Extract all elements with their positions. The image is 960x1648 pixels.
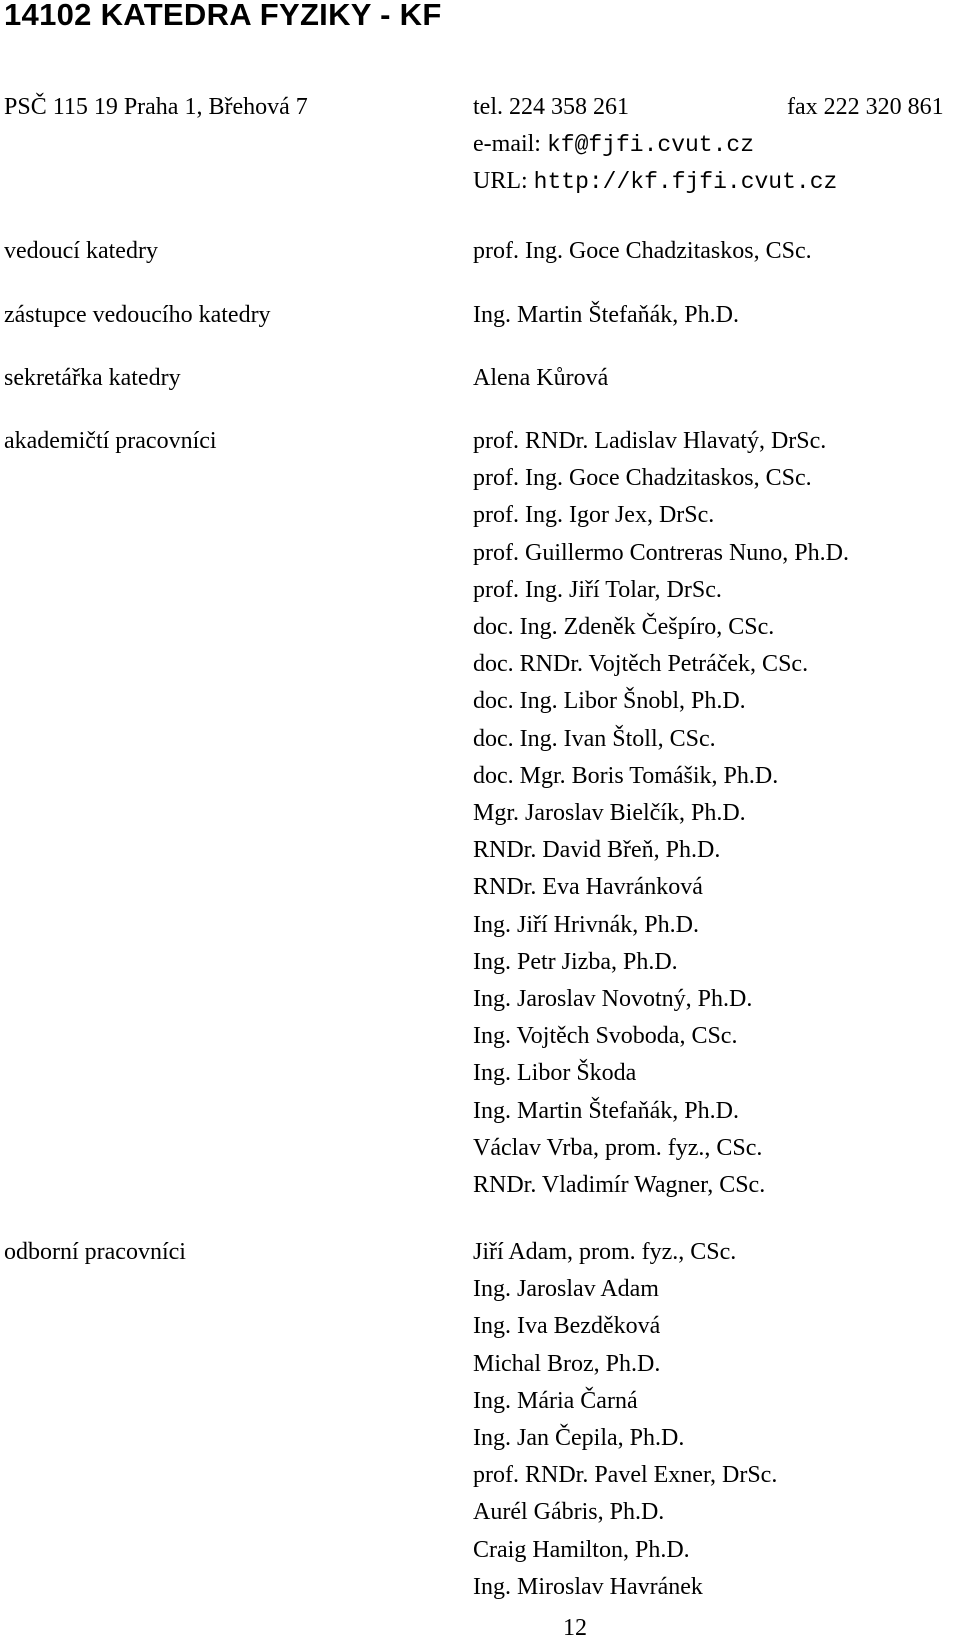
list-item: Ing. Miroslav Havránek xyxy=(473,1573,703,1600)
list-item: prof. RNDr. Ladislav Hlavatý, DrSc. xyxy=(473,428,827,454)
list-item: Michal Broz, Ph.D. xyxy=(473,1350,661,1377)
list-item: Ing. Vojtěch Svoboda, CSc. xyxy=(473,1023,738,1050)
academic-list xyxy=(473,423,849,1204)
list-item: Jiří Adam, prom. fyz., CSc. xyxy=(473,1239,737,1265)
page-title: 14102 KATEDRA FYZIKY - KF xyxy=(4,0,442,32)
secretary-name: Alena Kůrová xyxy=(473,365,609,391)
list-item: prof. Ing. Jiří Tolar, DrSc. xyxy=(473,576,722,603)
list-item: Ing. Jaroslav Novotný, Ph.D. xyxy=(473,986,753,1013)
address: PSČ 115 19 Praha 1, Břehová 7 xyxy=(4,94,308,120)
url-line xyxy=(473,163,837,201)
page-number: 12 xyxy=(563,1615,587,1641)
list-item: Ing. Martin Štefaňák, Ph.D. xyxy=(473,1097,739,1124)
list-item: RNDr. David Břeň, Ph.D. xyxy=(473,837,721,864)
list-item: Ing. Iva Bezděková xyxy=(473,1313,661,1340)
list-item: Craig Hamilton, Ph.D. xyxy=(473,1536,690,1563)
list-item: Aurél Gábris, Ph.D. xyxy=(473,1499,665,1526)
professional-label: odborní pracovníci xyxy=(4,1239,186,1265)
list-item: prof. Ing. Igor Jex, DrSc. xyxy=(473,502,715,529)
deputy-label: zástupce vedoucího katedry xyxy=(4,302,271,328)
email-label: e-mail: xyxy=(473,131,541,157)
url-link[interactable]: http://kf.fjfi.cvut.cz xyxy=(533,169,838,195)
list-item: doc. Ing. Libor Šnobl, Ph.D. xyxy=(473,688,746,715)
secretary-label: sekretářka katedry xyxy=(4,365,181,391)
list-item: doc. Ing. Ivan Štoll, CSc. xyxy=(473,725,716,752)
list-item: Mgr. Jaroslav Bielčík, Ph.D. xyxy=(473,800,746,827)
list-item: doc. Ing. Zdeněk Češpíro, CSc. xyxy=(473,614,775,641)
email-line xyxy=(473,126,754,164)
list-item: prof. Guillermo Contreras Nuno, Ph.D. xyxy=(473,539,849,566)
list-item: Ing. Jaroslav Adam xyxy=(473,1276,659,1303)
fax: fax 222 320 861 xyxy=(787,94,944,120)
professional-list xyxy=(473,1234,777,1606)
list-item: Ing. Petr Jizba, Ph.D. xyxy=(473,948,678,975)
telephone: tel. 224 358 261 xyxy=(473,94,629,120)
list-item: Ing. Jan Čepila, Ph.D. xyxy=(473,1425,685,1452)
academic-label: akademičtí pracovníci xyxy=(4,428,217,454)
list-item: Ing. Libor Škoda xyxy=(473,1060,637,1087)
list-item: Václav Vrba, prom. fyz., CSc. xyxy=(473,1134,763,1161)
list-item: RNDr. Vladimír Wagner, CSc. xyxy=(473,1172,766,1199)
head-label: vedoucí katedry xyxy=(4,238,158,264)
list-item: prof. RNDr. Pavel Exner, DrSc. xyxy=(473,1462,778,1489)
url-label: URL: xyxy=(473,168,528,194)
list-item: doc. RNDr. Vojtěch Petráček, CSc. xyxy=(473,651,809,678)
list-item: prof. Ing. Goce Chadzitaskos, CSc. xyxy=(473,465,812,492)
list-item: doc. Mgr. Boris Tomášik, Ph.D. xyxy=(473,762,779,789)
list-item: Ing. Jiří Hrivnák, Ph.D. xyxy=(473,911,699,938)
deputy-name: Ing. Martin Štefaňák, Ph.D. xyxy=(473,302,739,328)
email-address[interactable]: kf@fjfi.cvut.cz xyxy=(546,132,755,158)
head-name: prof. Ing. Goce Chadzitaskos, CSc. xyxy=(473,238,812,264)
list-item: Ing. Mária Čarná xyxy=(473,1387,638,1414)
list-item: RNDr. Eva Havránková xyxy=(473,874,703,901)
